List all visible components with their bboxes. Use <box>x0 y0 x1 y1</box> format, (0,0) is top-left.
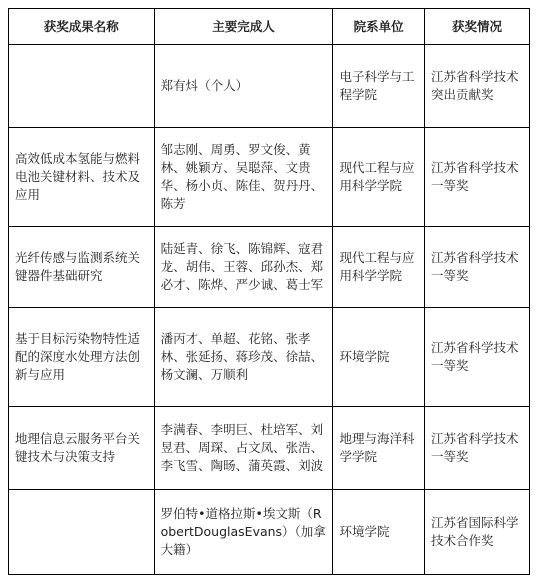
table-row <box>9 128 530 227</box>
cell-award-status: 江苏省国际科学技术合作奖 <box>424 490 529 575</box>
cell-award-status: 江苏省科学技术突出贡献奖 <box>424 45 529 128</box>
table-row <box>9 407 530 490</box>
table-row <box>9 490 530 575</box>
cell-department: 电子科学与工程学院 <box>333 45 425 128</box>
cell-contributors: 潘丙才、单超、花铭、张孝林、张延扬、蒋珍茂、徐喆、杨文澜、万顺利 <box>154 308 333 407</box>
cell-award-status: 江苏省科学技术一等奖 <box>424 128 529 227</box>
table-body <box>9 45 530 575</box>
table-row <box>9 227 530 308</box>
header-department: 院系单位 <box>333 9 425 45</box>
cell-award-name: 地理信息云服务平台关键技术与决策支持 <box>9 407 155 490</box>
cell-award-name <box>9 490 155 575</box>
cell-award-status: 江苏省科学技术一等奖 <box>424 308 529 407</box>
table-row <box>9 308 530 407</box>
cell-award-status: 江苏省科学技术一等奖 <box>424 227 529 308</box>
cell-department: 环境学院 <box>333 308 425 407</box>
cell-contributors: 郑有炓（个人） <box>154 45 333 128</box>
cell-department: 地理与海洋科学学院 <box>333 407 425 490</box>
cell-award-name: 高效低成本氢能与燃料电池关键材料、技术及应用 <box>9 128 155 227</box>
cell-contributors: 邹志刚、周勇、罗文俊、黄林、姚颖方、吴聪萍、文贵华、杨小贞、陈佳、贺丹丹、陈芳 <box>154 128 333 227</box>
header-award-status: 获奖情况 <box>424 9 529 45</box>
cell-contributors: 罗伯特•道格拉斯•埃文斯（RobertDouglasEvans）（加拿大籍） <box>154 490 333 575</box>
cell-contributors: 陆延青、徐飞、陈锦辉、寇君龙、胡伟、王蓉、邱孙杰、郑必才、陈烨、严少诚、葛士军 <box>154 227 333 308</box>
header-award-name: 获奖成果名称 <box>9 9 155 45</box>
cell-award-name <box>9 45 155 128</box>
cell-department: 现代工程与应用科学学院 <box>333 128 425 227</box>
cell-award-status: 江苏省科学技术一等奖 <box>424 407 529 490</box>
table-header <box>9 9 530 45</box>
header-row <box>9 9 530 45</box>
cell-award-name: 光纤传感与监测系统关键器件基础研究 <box>9 227 155 308</box>
table-row <box>9 45 530 128</box>
awards-table <box>8 8 530 575</box>
cell-department: 现代工程与应用科学学院 <box>333 227 425 308</box>
cell-department: 环境学院 <box>333 490 425 575</box>
cell-award-name: 基于目标污染物特性适配的深度水处理方法创新与应用 <box>9 308 155 407</box>
cell-contributors: 李满春、李明巨、杜培军、刘昱君、周琛、占文凤、张浩、李飞雪、陶旸、蒲英霞、刘波 <box>154 407 333 490</box>
header-main-contributors: 主要完成人 <box>154 9 333 45</box>
